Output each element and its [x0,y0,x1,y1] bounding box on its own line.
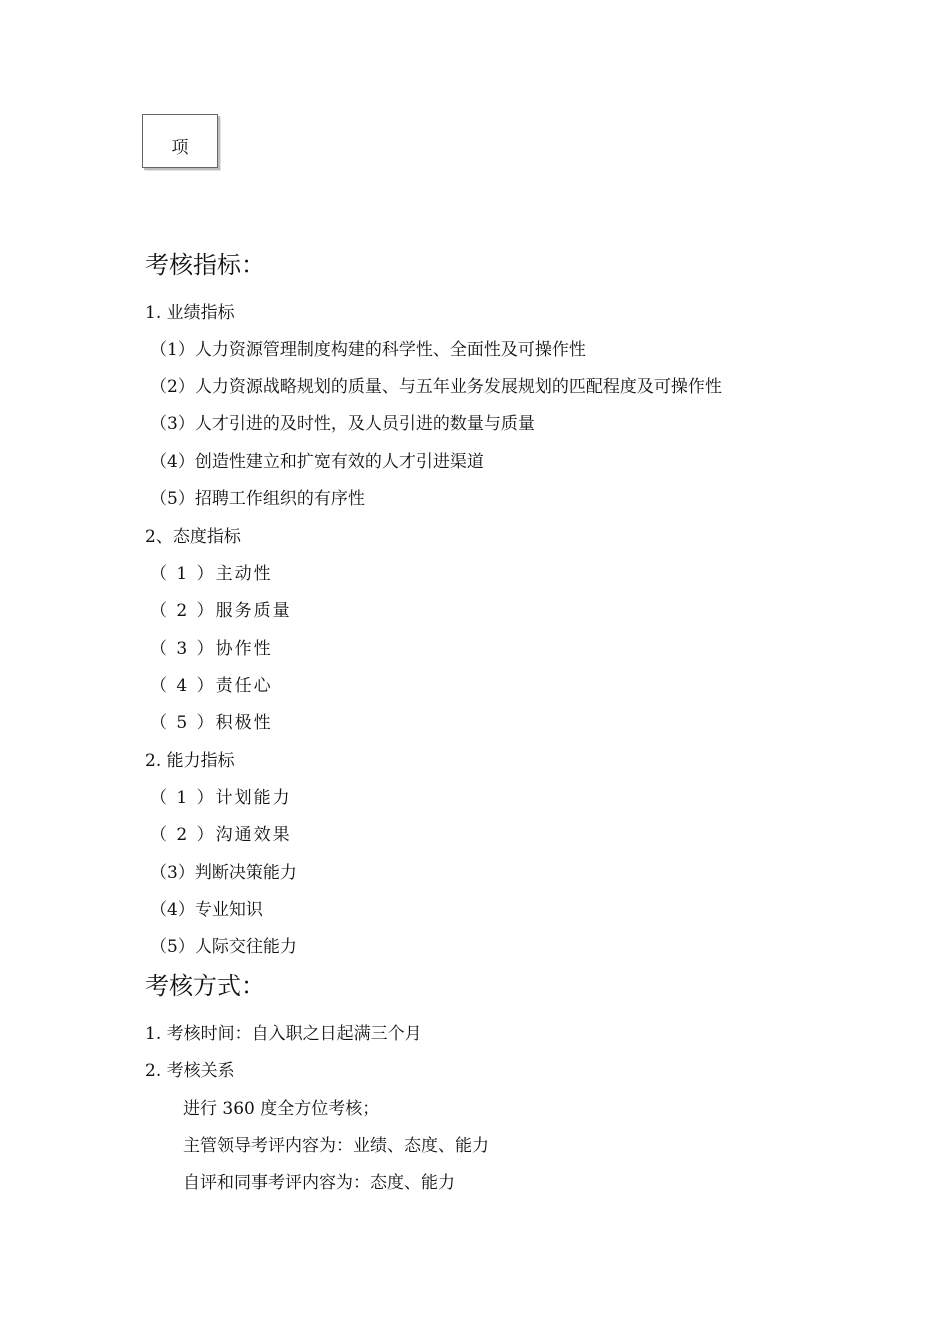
performance-item-1: （1）人力资源管理制度构建的科学性、全面性及可操作性 [150,340,586,360]
performance-item-2: （2）人力资源战略规划的质量、与五年业务发展规划的匹配程度及可操作性 [150,377,722,397]
attitude-item-2: （ 2 ）服务质量 [150,601,292,621]
attitude-item-1: （ 1 ）主动性 [150,564,273,584]
method-detail-self-peer: 自评和同事考评内容为：态度、能力 [183,1173,455,1193]
attitude-item-3: （ 3 ）协作性 [150,639,273,659]
indicator-group-ability: 2. 能力指标 [145,751,235,771]
performance-item-4: （4）创造性建立和扩宽有效的人才引进渠道 [150,452,484,472]
section-heading-method: 考核方式： [145,972,265,1000]
item-cell [142,114,218,168]
ability-item-4: （4）专业知识 [150,900,263,920]
ability-item-2: （ 2 ）沟通效果 [150,825,292,845]
attitude-item-5: （ 5 ）积极性 [150,713,273,733]
method-detail-supervisor: 主管领导考评内容为：业绩、态度、能力 [183,1136,489,1156]
ability-item-3: （3）判断决策能力 [150,863,297,883]
indicator-group-performance: 1. 业绩指标 [145,303,235,323]
method-detail-360: 进行 360 度全方位考核； [183,1099,380,1119]
ability-item-5: （5）人际交往能力 [150,937,297,957]
performance-item-3: （3）人才引进的及时性，及人员引进的数量与质量 [150,414,535,434]
item-cell-label: 项 [171,138,189,158]
method-item-relation: 2. 考核关系 [145,1061,235,1081]
performance-item-5: （5）招聘工作组织的有序性 [150,489,365,509]
method-item-time: 1. 考核时间：自入职之日起满三个月 [145,1024,422,1044]
section-heading-indicators: 考核指标： [145,251,265,279]
indicator-group-attitude: 2、态度指标 [145,527,241,547]
ability-item-1: （ 1 ）计划能力 [150,788,292,808]
attitude-item-4: （ 4 ）责任心 [150,676,273,696]
